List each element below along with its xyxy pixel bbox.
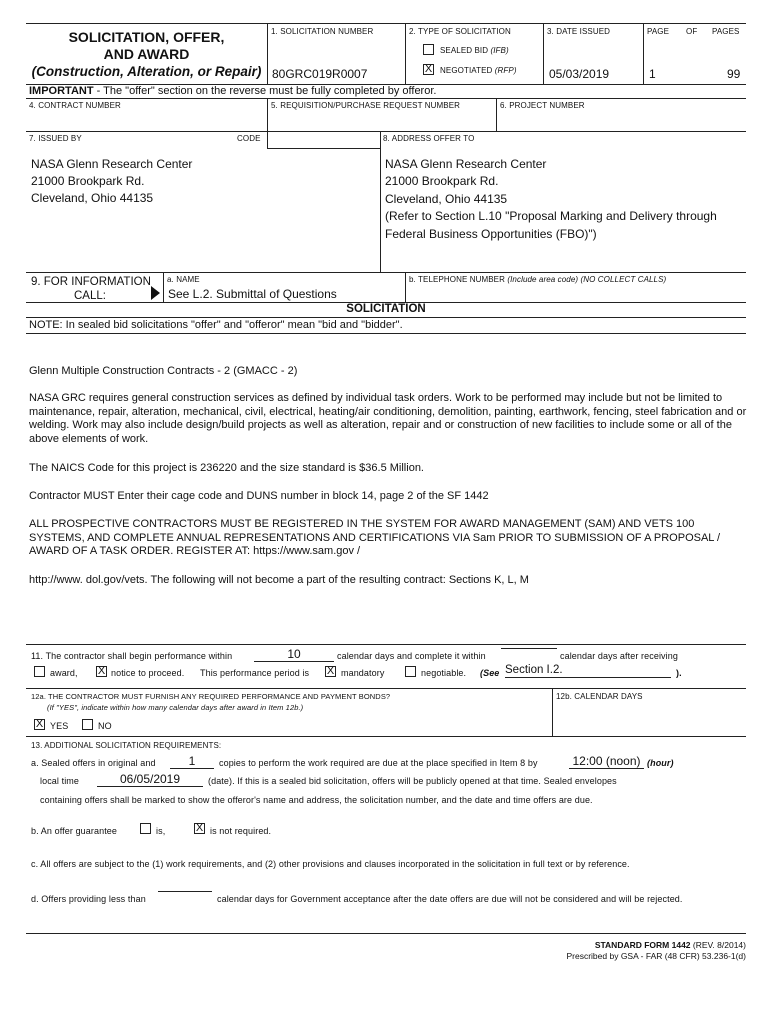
info-call-line2: CALL: xyxy=(74,290,106,302)
notice-to-proceed-checkbox[interactable]: X xyxy=(97,665,106,677)
form-title-line2: AND AWARD xyxy=(103,46,190,62)
guarantee-is-checkbox[interactable] xyxy=(140,823,151,834)
sealed-bid-text: SEALED BID xyxy=(440,46,489,55)
prescribed-by: Prescribed by GSA - FAR (48 CFR) 53.236-1(d) xyxy=(566,951,746,961)
item13a-text1: a. Sealed offers in original and xyxy=(31,758,156,768)
item13a-text2: copies to perform the work required are due at the place specified in Item 8 by xyxy=(219,758,538,768)
item12b-label: 12b. CALENDAR DAYS xyxy=(556,692,643,701)
guarantee-not-required-label: is not required. xyxy=(210,826,272,836)
item13d-text2: calendar days for Government acceptance after the date offers are due will not be considered and will be rejected. xyxy=(217,894,683,904)
address-offer-line: Cleveland, Ohio 44135 xyxy=(385,191,508,206)
copies-field[interactable]: 1 xyxy=(170,755,214,769)
important-notice xyxy=(29,85,436,97)
notice-to-proceed-label: notice to proceed. xyxy=(111,668,185,678)
item11-text-c: calendar days after receiving xyxy=(560,651,678,661)
contract-number-label: 4. CONTRACT NUMBER xyxy=(29,101,121,110)
project-number-label: 6. PROJECT NUMBER xyxy=(500,101,585,110)
local-time-label: local time xyxy=(40,776,80,786)
important-bold: IMPORTANT xyxy=(29,85,94,97)
item11-text-a: 11. The contractor shall begin performance within xyxy=(31,651,233,661)
solicitation-note: NOTE: In sealed bid solicitations "offer" and "offeror" mean "bid and "bidder". xyxy=(29,319,403,331)
due-date-field[interactable]: 06/05/2019 xyxy=(97,773,203,787)
award-label: award, xyxy=(50,668,78,678)
mandatory-label: mandatory xyxy=(341,668,385,678)
page-number-field[interactable]: 1 xyxy=(649,67,656,81)
arrow-icon xyxy=(151,286,160,300)
issued-by-line: Cleveland, Ohio 44135 xyxy=(31,191,154,205)
form-title-line3: (Construction, Alteration, or Repair) xyxy=(31,64,262,79)
form-title-line1: SOLICITATION, OFFER, xyxy=(68,29,225,45)
date-issued-field[interactable]: 05/03/2019 xyxy=(549,67,610,81)
negotiable-checkbox[interactable] xyxy=(405,666,416,677)
info-call-line1: 9. FOR INFORMATION xyxy=(31,276,151,288)
bonds-no-checkbox[interactable] xyxy=(82,719,93,730)
bonds-yes-checkbox[interactable]: X xyxy=(35,718,44,730)
solicitation-heading: SOLICITATION xyxy=(346,303,426,315)
body-sections: http://www. dol.gov/vets. The following will not become a part of the resulting contract: Sections K, L, M xyxy=(29,574,529,586)
info-name-field[interactable]: See L.2. Submittal of Questions xyxy=(168,287,337,301)
item13-label: 13. ADDITIONAL SOLICITATION REQUIREMENTS: xyxy=(31,741,222,750)
item13a-text4: containing offers shall be marked to show the offeror's name and address, the solicitation number, and the date and time offers are due. xyxy=(40,795,593,805)
body-cage-code: Contractor MUST Enter their cage code and DUNS number in block 14, page 2 of the SF 1442 xyxy=(29,490,489,502)
body-registration: ALL PROSPECTIVE CONTRACTORS MUST BE REGISTERED IN THE SYSTEM FOR AWARD MANAGEMENT (SAM) AND VETS 100 SYSTEMS, AND COMPLETE ANNUAL REPRESENTATIONS AND CERTIFICATIONS VIA Sam PRIOR TO SUBMISSION OF A PROPOSAL / AWARD OF A TASK ORDER. REGISTER AT: https://www.sam.gov / xyxy=(29,518,721,557)
hour-label: (hour) xyxy=(647,758,674,768)
guarantee-not-required-checkbox[interactable]: X xyxy=(195,822,204,834)
address-offer-line: 21000 Brookpark Rd. xyxy=(385,174,499,189)
item13c-text: c. All offers are subject to the (1) work requirements, and (2) other provisions and clauses incorporated in the solicitation in full text or by reference. xyxy=(31,859,630,869)
negotiated-text: NEGOTIATED xyxy=(440,66,493,75)
sealed-bid-checkbox[interactable] xyxy=(423,44,434,55)
solicitation-number-label: 1. SOLICITATION NUMBER xyxy=(271,27,374,36)
form-title xyxy=(26,29,267,80)
telephone-label xyxy=(409,275,666,284)
info-call-label xyxy=(31,275,151,303)
body-project-title: Glenn Multiple Construction Contracts - 2 (GMACC - 2) xyxy=(29,365,298,377)
item11-text-b: calendar days and complete it within xyxy=(337,651,486,661)
telephone-hint: (Include area code) (NO COLLECT CALLS) xyxy=(507,275,667,284)
solicitation-type-label: 2. TYPE OF SOLICITATION xyxy=(409,27,511,36)
body-naics: The NAICS Code for this project is 236220 and the size standard is $36.5 Million. xyxy=(29,462,424,474)
acceptance-days-field[interactable] xyxy=(158,891,212,892)
close-paren: ). xyxy=(676,668,682,678)
item13b-text: b. An offer guarantee xyxy=(31,826,118,836)
form-footer xyxy=(566,940,746,962)
begin-days-field[interactable]: 10 xyxy=(254,648,334,662)
important-text: - The "offer" section on the reverse must be fully completed by offeror. xyxy=(93,85,437,97)
due-time-field[interactable]: 12:00 (noon) xyxy=(569,755,644,769)
item12a-label: 12a. THE CONTRACTOR MUST FURNISH ANY REQUIRED PERFORMANCE AND PAYMENT BONDS? xyxy=(31,692,391,701)
issued-by-line: NASA Glenn Research Center xyxy=(31,157,193,171)
item13a-text3: (date). If this is a sealed bid solicitation, offers will be publicly opened at that time. Sealed envelopes xyxy=(208,776,617,786)
negotiable-label: negotiable. xyxy=(421,668,467,678)
complete-days-field[interactable] xyxy=(501,648,557,649)
form-revision: (REV. 8/2014) xyxy=(692,940,746,950)
of-label: OF xyxy=(686,27,698,36)
form-name: STANDARD FORM 1442 xyxy=(594,940,691,950)
page-label: PAGE xyxy=(647,27,670,36)
issued-by-label: 7. ISSUED BY xyxy=(29,134,82,143)
bonds-yes-label: YES xyxy=(50,721,69,731)
info-name-label: a. NAME xyxy=(167,275,200,284)
address-offer-line: Federal Business Opportunities (FBO)") xyxy=(385,226,597,241)
address-offer-line: NASA Glenn Research Center xyxy=(385,157,547,171)
negotiated-abbr: (RFP) xyxy=(494,66,517,75)
issued-by-line: 21000 Brookpark Rd. xyxy=(31,174,145,188)
address-offer-label: 8. ADDRESS OFFER TO xyxy=(383,134,475,143)
award-checkbox[interactable] xyxy=(34,666,45,677)
code-label: CODE xyxy=(237,134,261,143)
sealed-bid-abbr: (IFB) xyxy=(490,46,509,55)
body-description: NASA GRC requires general construction services as defined by individual task orders. Work to be performed may include but not be limited to maintenance, repair, alteration, mechanical, civil, electrical, heating/air conditioning, demolition, painting, earthwork, fencing, steel fabrication and or welding. Work may also include design/build projects as well as alteration, repair and or construction of new facilities to include some or all of the above elements of work. xyxy=(29,392,747,445)
performance-period-text: This performance period is xyxy=(200,668,310,678)
item13d-text1: d. Offers providing less than xyxy=(31,894,146,904)
telephone-label-text: b. TELEPHONE NUMBER xyxy=(409,275,505,284)
negotiated-checkbox[interactable]: X xyxy=(424,63,433,75)
mandatory-checkbox[interactable]: X xyxy=(326,665,335,677)
solicitation-number-field[interactable]: 80GRC019R0007 xyxy=(272,67,368,81)
date-issued-label: 3. DATE ISSUED xyxy=(547,27,611,36)
requisition-number-label: 5. REQUISITION/PURCHASE REQUEST NUMBER xyxy=(271,101,461,110)
item12a-hint: (If "YES", indicate within how many calendar days after award in Item 12b.) xyxy=(47,703,304,712)
see-section-field[interactable]: Section I.2. xyxy=(505,664,671,678)
pages-total-field[interactable]: 99 xyxy=(727,67,741,81)
bonds-no-label: NO xyxy=(98,721,112,731)
see-label: (See xyxy=(480,668,500,678)
issued-by-address xyxy=(31,156,192,207)
guarantee-is-label: is, xyxy=(156,826,166,836)
sealed-bid-label xyxy=(440,46,509,55)
address-offer-line: (Refer to Section L.10 "Proposal Marking and Delivery through xyxy=(385,209,717,224)
pages-label: PAGES xyxy=(712,27,740,36)
address-offer-block xyxy=(385,156,717,243)
negotiated-label xyxy=(440,66,517,75)
